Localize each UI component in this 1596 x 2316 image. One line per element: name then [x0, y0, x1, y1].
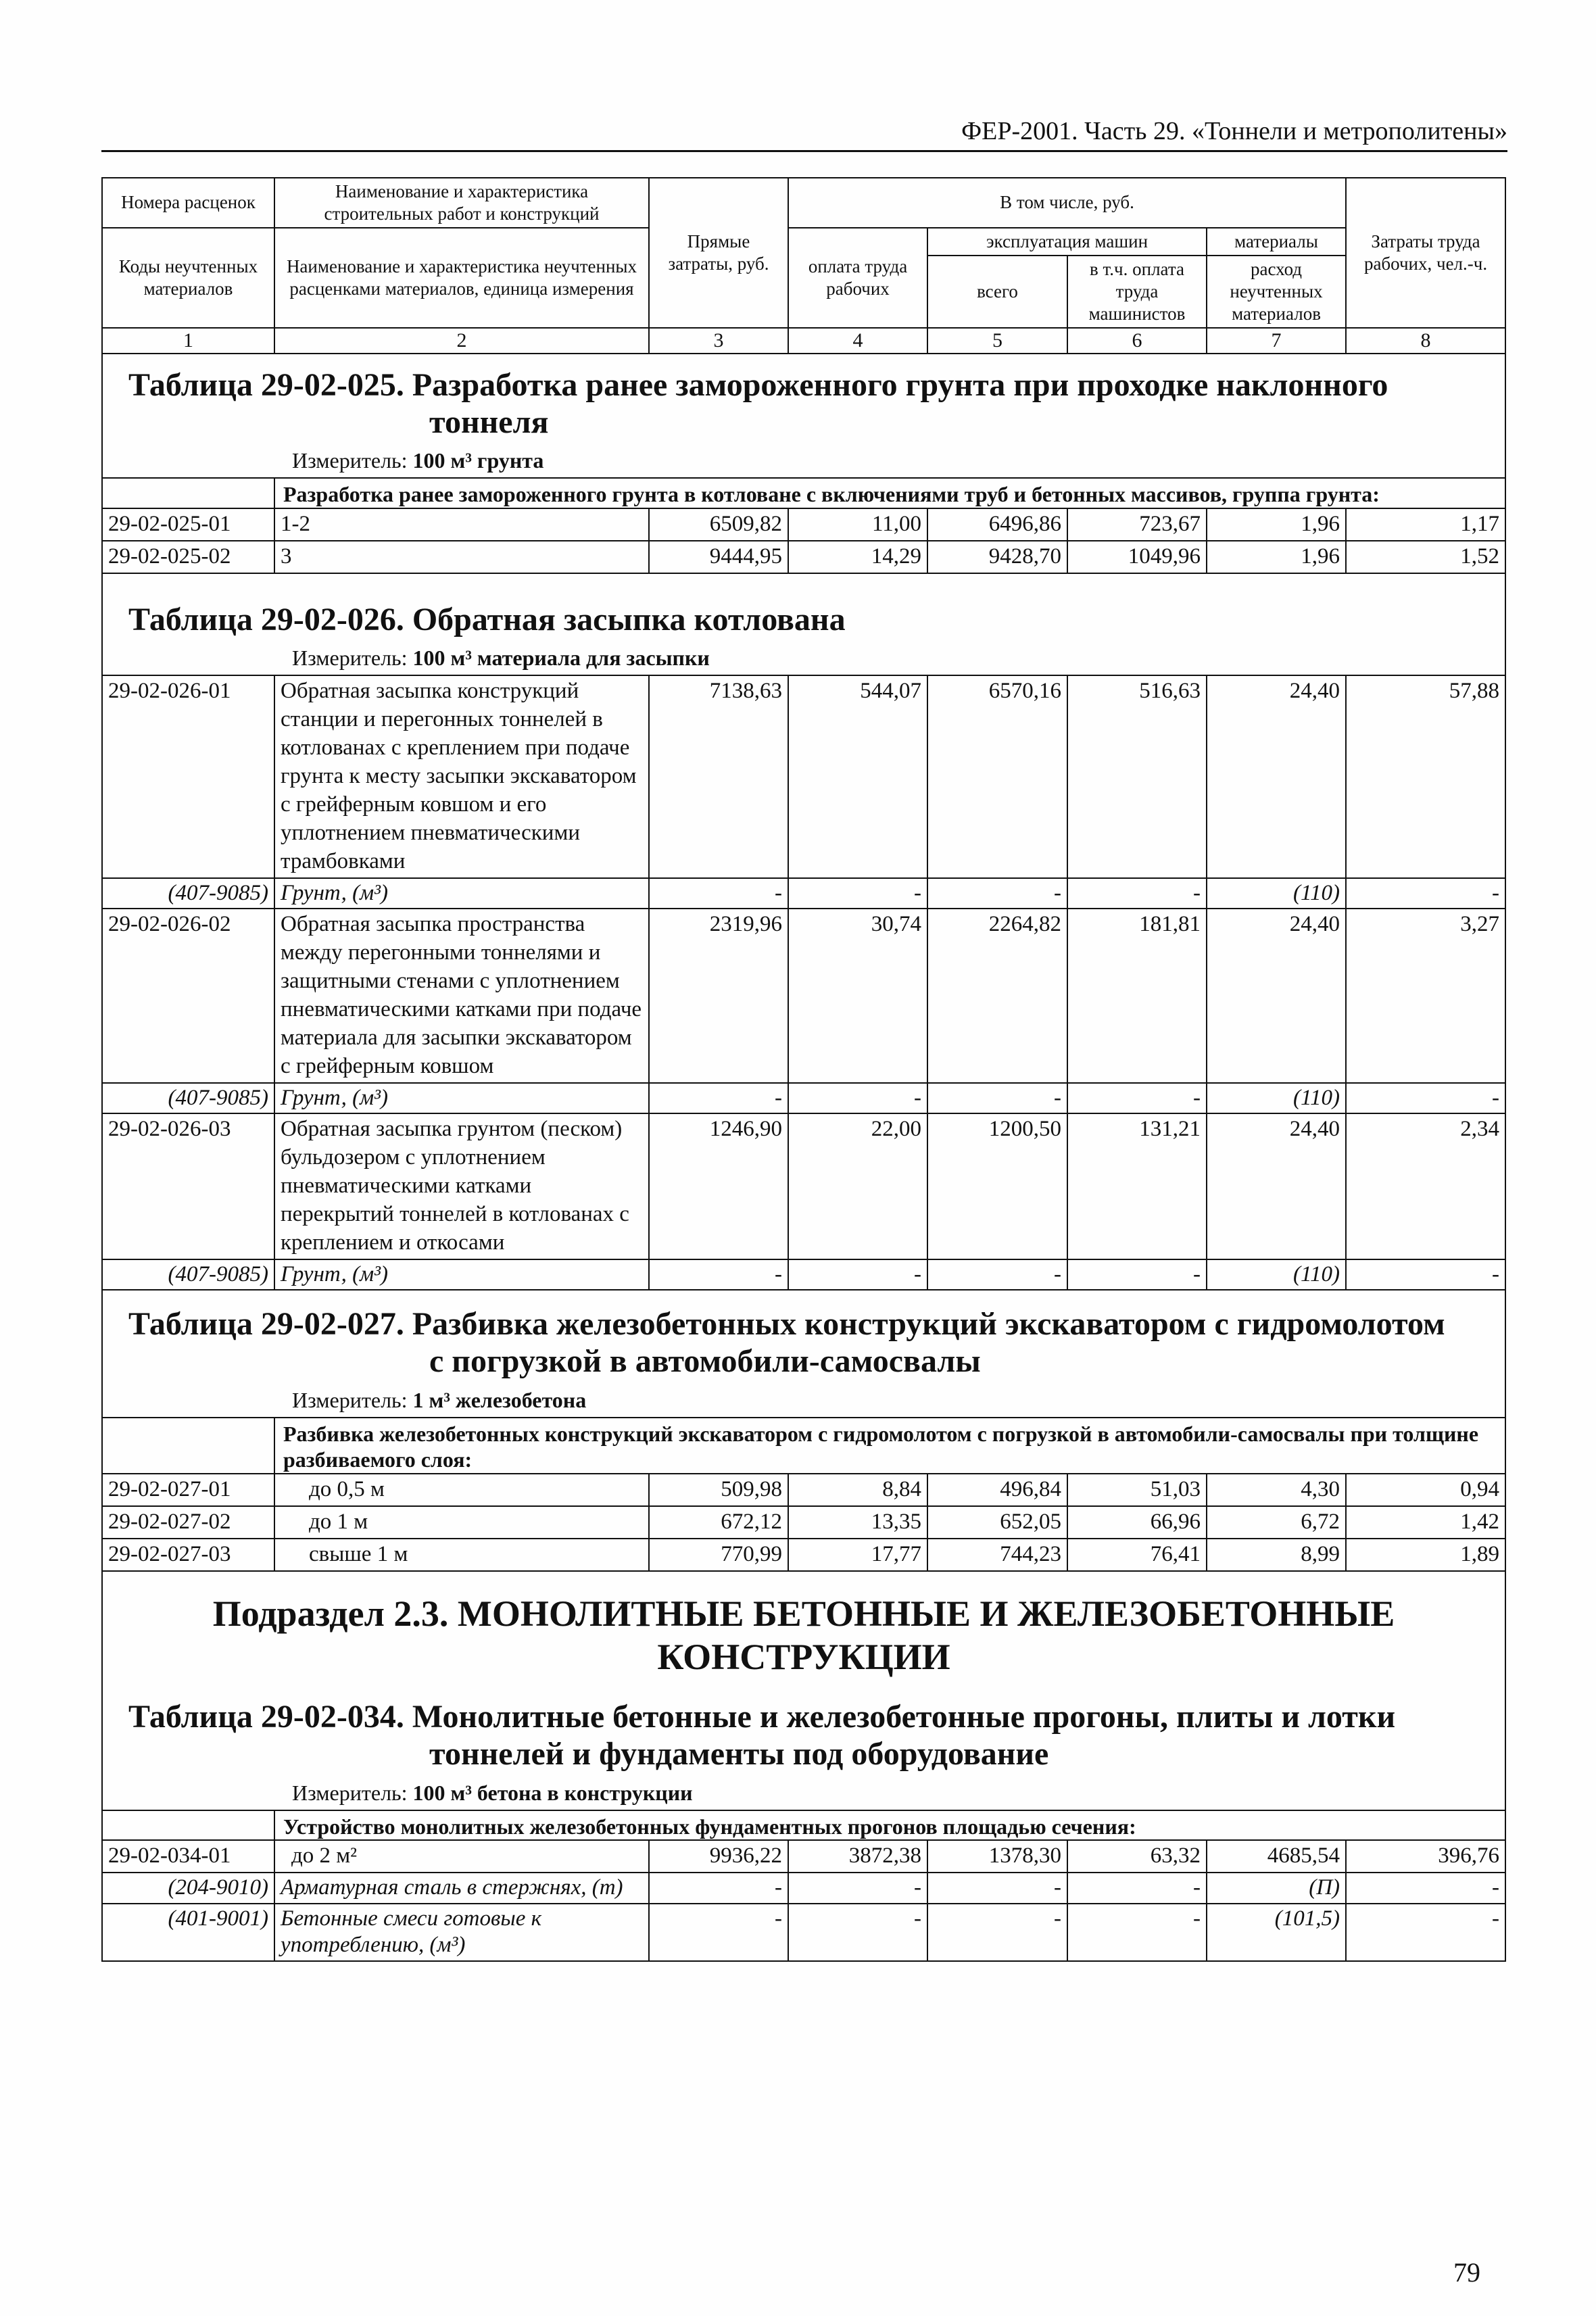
machines-total: 1200,50: [927, 1113, 1067, 1259]
rate-code: 29-02-027-01: [102, 1474, 274, 1506]
col-number: 7: [1207, 328, 1346, 354]
labor: -: [1346, 1083, 1505, 1114]
table-caption: [102, 573, 1505, 676]
measure-value: 100 м³ бетона в конструкции: [412, 1780, 693, 1805]
direct-costs: 770,99: [649, 1539, 788, 1571]
direct-costs: 9936,22: [649, 1840, 788, 1873]
wages: 17,77: [788, 1539, 927, 1571]
group-heading: Устройство монолитных железобетонных фундаментных прогонов площадью сечения:: [274, 1810, 1505, 1840]
materials: 24,40: [1207, 675, 1346, 877]
rate-name: Обратная засыпка конструкций станции и перегонных тоннелей в котлованах с креплением при подаче грунта к месту засыпки экскаватором с грейферным ковшом и его уплотнением пневматическими трамбовками: [274, 675, 649, 877]
wages: -: [788, 1083, 927, 1114]
group-heading-row: [102, 1418, 1505, 1474]
rate-code: 29-02-027-02: [102, 1506, 274, 1539]
rate-name: Обратная засыпка пространства между перегонными тоннелями и защитными стенами с уплотнением пневматическими катками при подаче материала для засыпки экскаватором с грейферным ковшом: [274, 909, 649, 1082]
material-usage: (110): [1207, 878, 1346, 909]
labor: 1,42: [1346, 1506, 1505, 1539]
table-row: [102, 909, 1505, 1082]
col-header-codes-top: Номера расценок: [102, 178, 274, 228]
col-number: 1: [102, 328, 274, 354]
column-header-row: [102, 178, 1505, 228]
table-title-line: тоннеля: [429, 404, 549, 440]
table-caption: [102, 1290, 1505, 1418]
direct-costs: -: [649, 1873, 788, 1904]
measure-value: 1 м³ железобетона: [412, 1387, 587, 1412]
machines-total: 496,84: [927, 1474, 1067, 1506]
material-row: [102, 1083, 1505, 1114]
wages: 14,29: [788, 541, 927, 573]
machines-total: -: [927, 1873, 1067, 1904]
col-number: 6: [1067, 328, 1207, 354]
materials: 4685,54: [1207, 1840, 1346, 1873]
labor: 0,94: [1346, 1474, 1505, 1506]
rate-name: до 0,5 м: [274, 1474, 649, 1506]
direct-costs: -: [649, 1083, 788, 1114]
machinist-wages: -: [1067, 1259, 1207, 1290]
table-row: [102, 1840, 1505, 1873]
measure-value: 100 м³ материала для засыпки: [412, 645, 710, 670]
machinist-wages: 66,96: [1067, 1506, 1207, 1539]
col-number: 3: [649, 328, 788, 354]
labor: 57,88: [1346, 675, 1505, 877]
measure-label: Измеритель:: [292, 645, 408, 670]
machines-total: 6570,16: [927, 675, 1067, 877]
header-rule: [101, 150, 1507, 152]
material-code: (407-9085): [102, 878, 274, 909]
wages: 8,84: [788, 1474, 927, 1506]
material-row: [102, 1904, 1505, 1961]
labor: 396,76: [1346, 1840, 1505, 1873]
group-heading-row: [102, 1810, 1505, 1840]
material-name: Арматурная сталь в стержнях, (т): [274, 1873, 649, 1904]
rate-name: 3: [274, 541, 649, 573]
machinist-wages: 516,63: [1067, 675, 1207, 877]
material-name: Грунт, (м³): [274, 878, 649, 909]
measure-value: 100 м³ грунта: [412, 448, 544, 473]
machines-total: -: [927, 878, 1067, 909]
col-header-materials: материалы: [1207, 228, 1346, 256]
table-row: [102, 508, 1505, 541]
col-header-machinist-wages: в т.ч. оплата труда машинистов: [1067, 256, 1207, 328]
material-code: (401-9001): [102, 1904, 274, 1961]
labor: -: [1346, 1259, 1505, 1290]
table-measure: [103, 441, 1505, 477]
material-code: (204-9010): [102, 1873, 274, 1904]
col-header-codes-bottom: Коды неучтенных материалов: [102, 228, 274, 328]
direct-costs: 6509,82: [649, 508, 788, 541]
wages: 544,07: [788, 675, 927, 877]
rate-name: Обратная засыпка грунтом (песком) бульдозером с уплотнением пневматическими катками перекрытий тоннелей в котлованах с креплением и откосами: [274, 1113, 649, 1259]
col-number: 5: [927, 328, 1067, 354]
table-title-line: с погрузкой в автомобили-самосвалы: [429, 1343, 981, 1380]
group-heading-row: [102, 478, 1505, 508]
table-row: [102, 1113, 1505, 1259]
column-header-row: [102, 228, 1505, 256]
material-name: Грунт, (м³): [274, 1259, 649, 1290]
table-row: [102, 1539, 1505, 1571]
material-name: Бетонные смеси готовые к употреблению, (м³): [274, 1904, 649, 1961]
machinist-wages: -: [1067, 878, 1207, 909]
group-heading: Разработка ранее замороженного грунта в котловане с включениями труб и бетонных массивов, группа грунта:: [274, 478, 1505, 508]
col-header-incl: В том числе, руб.: [788, 178, 1346, 228]
col-header-wages: оплата труда рабочих: [788, 228, 927, 328]
labor: -: [1346, 878, 1505, 909]
wages: 13,35: [788, 1506, 927, 1539]
machines-total: 1378,30: [927, 1840, 1067, 1873]
subsection-title-line: Подраздел 2.3. МОНОЛИТНЫЕ БЕТОННЫЕ И ЖЕЛЕЗОБЕТОННЫЕ: [212, 1593, 1395, 1634]
table-row: [102, 1474, 1505, 1506]
material-row: [102, 1873, 1505, 1904]
wages: 22,00: [788, 1113, 927, 1259]
group-heading: Разбивка железобетонных конструкций экскаватором с гидромолотом с погрузкой в автомобили-самосвалы при толщине разбиваемого слоя:: [274, 1418, 1505, 1474]
col-header-direct-costs: Прямые затраты, руб.: [649, 178, 788, 328]
wages: -: [788, 878, 927, 909]
table-title-line: Таблица 29-02-034. Монолитные бетонные и железобетонные прогоны, плиты и лотки: [128, 1699, 1396, 1735]
wages: 3872,38: [788, 1840, 927, 1873]
machinist-wages: 63,32: [1067, 1840, 1207, 1873]
labor: -: [1346, 1873, 1505, 1904]
machinist-wages: -: [1067, 1904, 1207, 1961]
direct-costs: 2319,96: [649, 909, 788, 1082]
labor: -: [1346, 1904, 1505, 1961]
table-title: [103, 1695, 1505, 1772]
rate-code: 29-02-025-01: [102, 508, 274, 541]
table-caption: [102, 354, 1505, 479]
rate-name: 1-2: [274, 508, 649, 541]
material-usage: (110): [1207, 1083, 1346, 1114]
col-header-machines: эксплуатация машин: [927, 228, 1207, 256]
subsection-heading: [102, 1571, 1505, 1696]
materials: 1,96: [1207, 541, 1346, 573]
machinist-wages: 131,21: [1067, 1113, 1207, 1259]
table-measure: [103, 1380, 1505, 1417]
wages: 11,00: [788, 508, 927, 541]
direct-costs: 7138,63: [649, 675, 788, 877]
direct-costs: -: [649, 1259, 788, 1290]
machinist-wages: -: [1067, 1083, 1207, 1114]
materials: 8,99: [1207, 1539, 1346, 1571]
machines-total: -: [927, 1259, 1067, 1290]
table-title-line: Таблица 29-02-027. Разбивка железобетонных конструкций экскаватором с гидромолотом: [128, 1306, 1445, 1343]
price-table: [101, 177, 1506, 1962]
table-title: Таблица 29-02-026. Обратная засыпка котлована: [128, 601, 846, 637]
col-header-machines-total: всего: [927, 256, 1067, 328]
running-header: ФЕР-2001. Часть 29. «Тоннели и метрополитены»: [961, 117, 1507, 145]
machinist-wages: 1049,96: [1067, 541, 1207, 573]
machines-total: -: [927, 1083, 1067, 1114]
rate-code: 29-02-034-01: [102, 1840, 274, 1873]
table-row: [102, 675, 1505, 877]
rate-code: 29-02-027-03: [102, 1539, 274, 1571]
table-caption: [102, 1695, 1505, 1810]
rate-code: 29-02-026-02: [102, 909, 274, 1082]
labor: 1,17: [1346, 508, 1505, 541]
subsection-title-line: КОНСТРУКЦИИ: [657, 1637, 950, 1678]
rate-code: 29-02-025-02: [102, 541, 274, 573]
direct-costs: -: [649, 878, 788, 909]
table-row: [102, 541, 1505, 573]
table-title: [103, 354, 1505, 441]
col-header-name-top: Наименование и характеристика строительных работ и конструкций: [274, 178, 649, 228]
table-title-line: тоннелей и фундаменты под оборудование: [429, 1736, 1049, 1772]
measure-label: Измеритель:: [292, 1387, 408, 1412]
materials: 4,30: [1207, 1474, 1346, 1506]
material-usage: (101,5): [1207, 1904, 1346, 1961]
machines-total: 652,05: [927, 1506, 1067, 1539]
rate-code: 29-02-026-01: [102, 675, 274, 877]
rate-name: до 2 м²: [274, 1840, 649, 1873]
material-usage: (П): [1207, 1873, 1346, 1904]
material-name: Грунт, (м³): [274, 1083, 649, 1114]
material-code: (407-9085): [102, 1083, 274, 1114]
machines-total: 744,23: [927, 1539, 1067, 1571]
machinist-wages: 76,41: [1067, 1539, 1207, 1571]
materials: 24,40: [1207, 909, 1346, 1082]
materials: 1,96: [1207, 508, 1346, 541]
table-title: [103, 1290, 1505, 1380]
wages: 30,74: [788, 909, 927, 1082]
machines-total: 9428,70: [927, 541, 1067, 573]
col-number: 8: [1346, 328, 1505, 354]
machines-total: 6496,86: [927, 508, 1067, 541]
column-number-row: [102, 328, 1505, 354]
table-measure: [103, 1773, 1505, 1810]
material-row: [102, 1259, 1505, 1290]
labor: 1,89: [1346, 1539, 1505, 1571]
table-row: [102, 1506, 1505, 1539]
material-row: [102, 878, 1505, 909]
col-header-name-bottom: Наименование и характеристика неучтенных расценками материалов, единица измерения: [274, 228, 649, 328]
wages: -: [788, 1904, 927, 1961]
direct-costs: 9444,95: [649, 541, 788, 573]
rate-code: 29-02-026-03: [102, 1113, 274, 1259]
measure-label: Измеритель:: [292, 1780, 408, 1805]
measure-label: Измеритель:: [292, 448, 408, 473]
page-number: 79: [1453, 2257, 1480, 2288]
material-code: (407-9085): [102, 1259, 274, 1290]
price-table-page: [101, 177, 1505, 1962]
table-title-line: Таблица 29-02-025. Разработка ранее замороженного грунта при проходке наклонного: [128, 366, 1388, 403]
machinist-wages: -: [1067, 1873, 1207, 1904]
machinist-wages: 723,67: [1067, 508, 1207, 541]
col-header-labor: Затраты труда рабочих, чел.-ч.: [1346, 178, 1505, 328]
col-header-material-usage: расход неучтенных материалов: [1207, 256, 1346, 328]
labor: 3,27: [1346, 909, 1505, 1082]
rate-name: свыше 1 м: [274, 1539, 649, 1571]
direct-costs: -: [649, 1904, 788, 1961]
wages: -: [788, 1873, 927, 1904]
material-usage: (110): [1207, 1259, 1346, 1290]
machines-total: 2264,82: [927, 909, 1067, 1082]
materials: 24,40: [1207, 1113, 1346, 1259]
table-measure: [103, 638, 1505, 675]
direct-costs: 509,98: [649, 1474, 788, 1506]
machines-total: -: [927, 1904, 1067, 1961]
rate-name: до 1 м: [274, 1506, 649, 1539]
direct-costs: 672,12: [649, 1506, 788, 1539]
wages: -: [788, 1259, 927, 1290]
direct-costs: 1246,90: [649, 1113, 788, 1259]
col-number: 2: [274, 328, 649, 354]
machinist-wages: 51,03: [1067, 1474, 1207, 1506]
materials: 6,72: [1207, 1506, 1346, 1539]
col-number: 4: [788, 328, 927, 354]
machinist-wages: 181,81: [1067, 909, 1207, 1082]
labor: 2,34: [1346, 1113, 1505, 1259]
labor: 1,52: [1346, 541, 1505, 573]
